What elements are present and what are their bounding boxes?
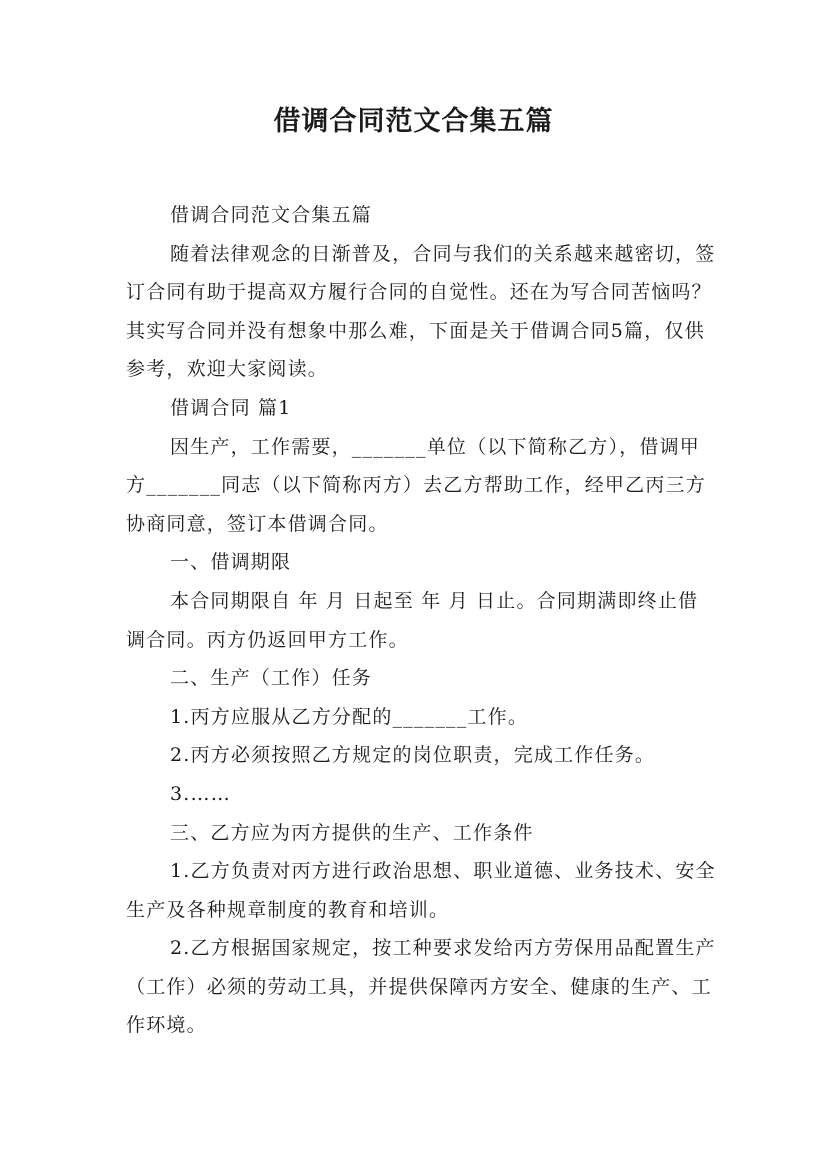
- list-item-condition-2: 2.乙方根据国家规定，按工种要求发给丙方劳保用品配置生产（工作）必须的劳动工具，并提供保障丙方安全、健康的生产、工作环境。: [126, 937, 716, 1037]
- list-item-condition-1: 1.乙方负责对丙方进行政治思想、职业道德、业务技术、安全生产及各种规章制度的教育和培训。: [126, 860, 716, 921]
- list-item-task-1: 1.丙方应服从乙方分配的_______工作。: [170, 705, 529, 728]
- section-heading-tasks: 二、生产（工作）任务: [170, 667, 373, 690]
- list-item-task-2: 2.丙方必须按照乙方规定的岗位职责，完成工作任务。: [170, 744, 656, 767]
- document-title: 借调合同范文合集五篇: [273, 106, 554, 137]
- paragraph-subtitle: 借调合同范文合集五篇: [170, 204, 373, 226]
- paragraph-contract-heading: 借调合同 篇1: [170, 396, 292, 419]
- section-heading-conditions: 三、乙方应为丙方提供的生产、工作条件: [170, 821, 534, 844]
- document-body: [126, 196, 716, 1045]
- paragraph-preamble: 因生产，工作需要，_______单位（以下简称乙方），借调甲方_______同志（以下简称丙方）去乙方帮助工作，经甲乙丙三方协商同意，签订本借调合同。: [126, 435, 706, 535]
- paragraph-term: 本合同期限自 年 月 日起至 年 月 日止。合同期满即终止借调合同。丙方仍返回甲方工作。: [126, 589, 699, 651]
- list-item-task-3: 3.……: [170, 782, 231, 805]
- section-heading-term: 一、借调期限: [170, 551, 292, 574]
- paragraph-intro: 随着法律观念的日渐普及，合同与我们的关系越来越密切，签订合同有助于提高双方履行合同的自觉性。还在为写合同苦恼吗？其实写合同并没有想象中那么难，下面是关于借调合同5篇，仅供参考，欢迎大家阅读。: [126, 242, 716, 381]
